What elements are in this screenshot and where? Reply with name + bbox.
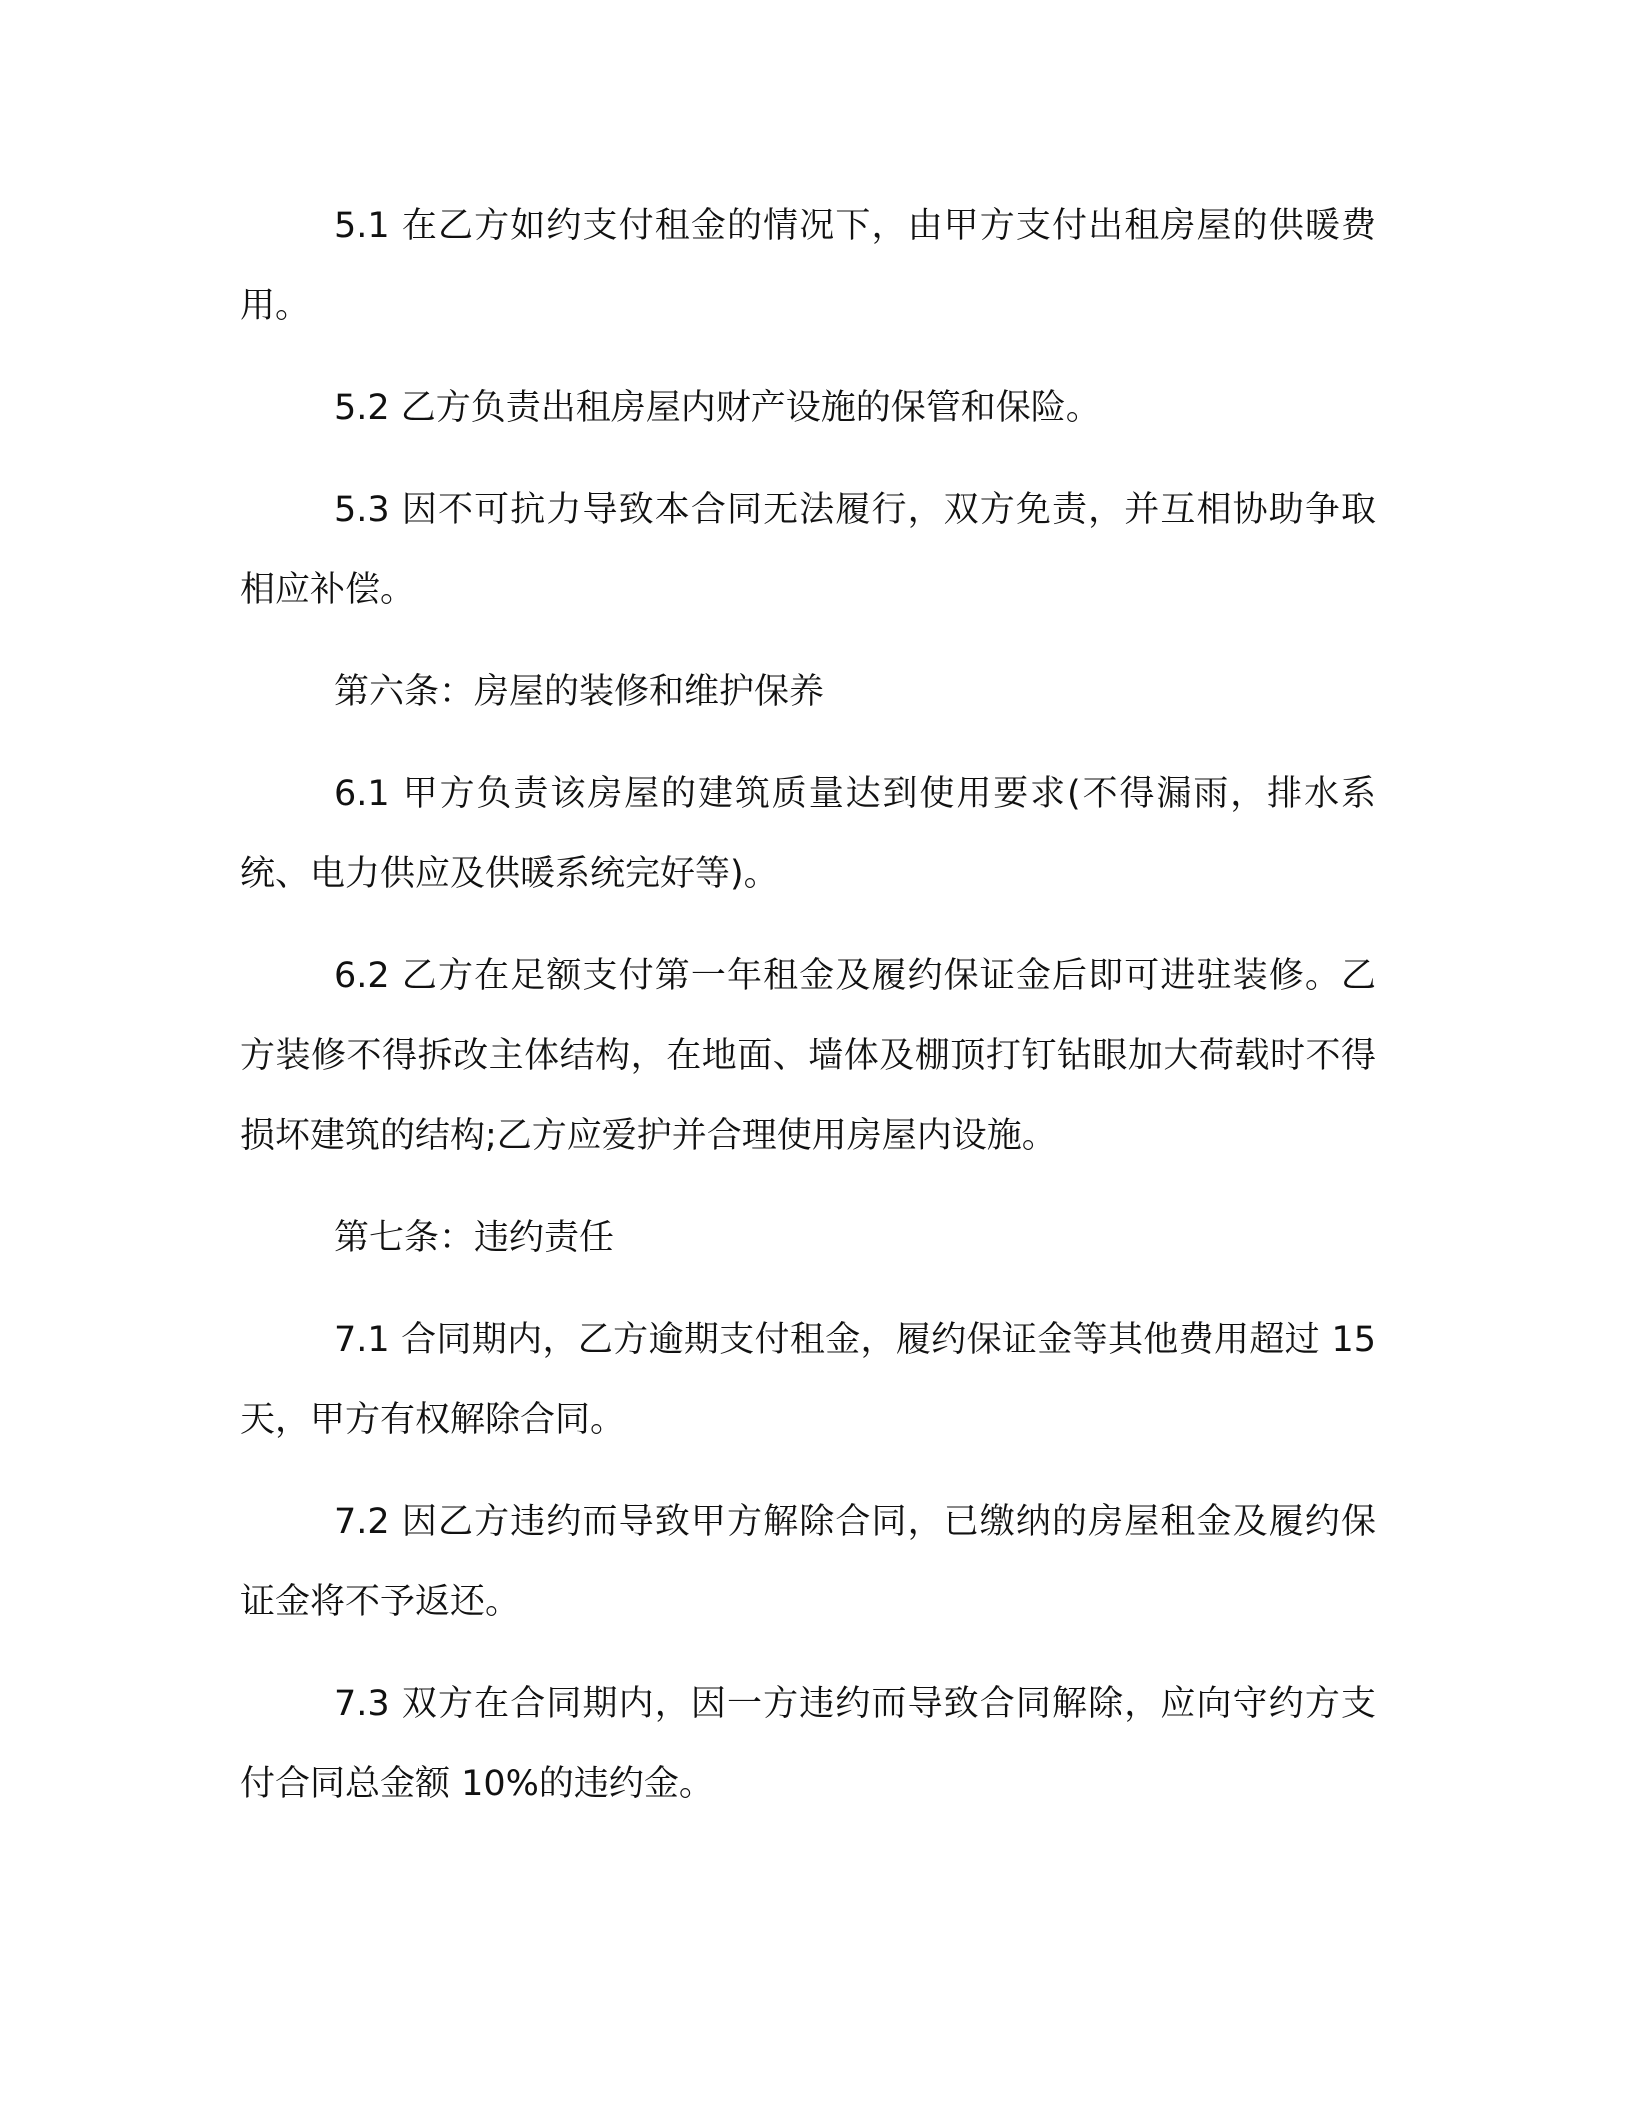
article-7-heading: 第七条：违约责任 (334, 1218, 615, 1258)
clause-7-1: 7.1 合同期内，乙方逾期支付租金，履约保证金等其他费用超过 15 天，甲方有权解除合同。 (240, 1320, 1376, 1440)
clause-5-2: 5.2 乙方负责出租房屋内财产设施的保管和保险。 (334, 388, 1101, 428)
contract-body (240, 186, 1376, 1846)
clause-7-2: 7.2 因乙方违约而导致甲方解除合同，已缴纳的房屋租金及履约保证金将不予返还。 (240, 1502, 1376, 1622)
clause-5-1: 5.1 在乙方如约支付租金的情况下，由甲方支付出租房屋的供暖费用。 (240, 206, 1376, 326)
article-6-heading: 第六条：房屋的装修和维护保养 (334, 672, 825, 712)
clause-6-1: 6.1 甲方负责该房屋的建筑质量达到使用要求(不得漏雨，排水系统、电力供应及供暖系统完好等)。 (240, 774, 1376, 894)
clause-7-3: 7.3 双方在合同期内，因一方违约而导致合同解除，应向守约方支付合同总金额 10%的违约金。 (240, 1684, 1376, 1804)
clause-5-3: 5.3 因不可抗力导致本合同无法履行，双方免责，并互相协助争取相应补偿。 (240, 490, 1376, 610)
clause-6-2: 6.2 乙方在足额支付第一年租金及履约保证金后即可进驻装修。乙方装修不得拆改主体结构，在地面、墙体及棚顶打钉钻眼加大荷载时不得损坏建筑的结构;乙方应爱护并合理使用房屋内设施。 (240, 956, 1376, 1156)
